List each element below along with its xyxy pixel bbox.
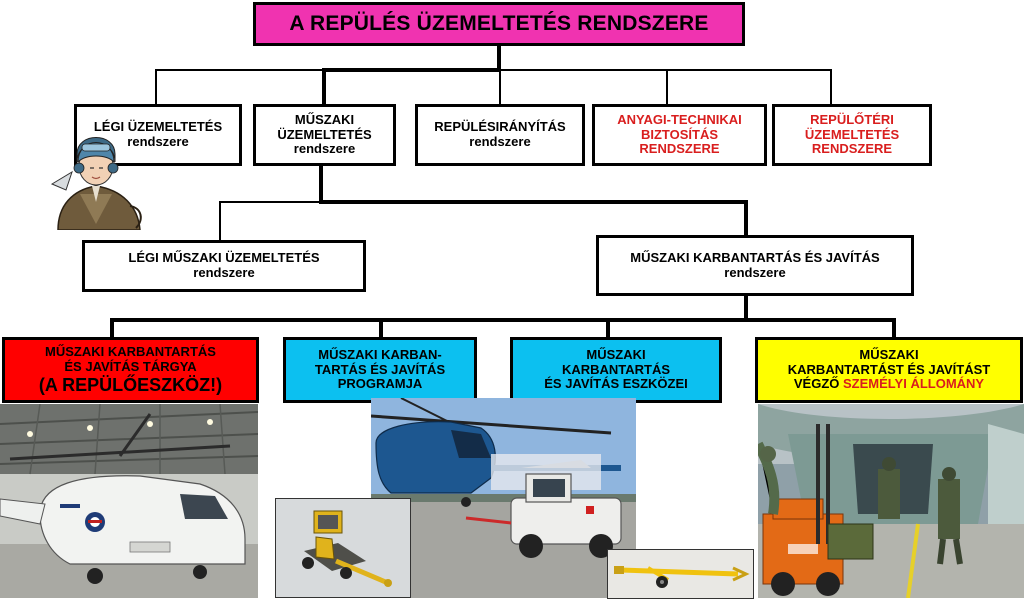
- connector: [499, 69, 501, 106]
- box-label-row: [794, 377, 984, 392]
- box-label-highlight: SZEMÉLYI ÁLLOMÁNY: [843, 376, 985, 392]
- connector: [319, 200, 748, 204]
- box-repulesiranyitas: [415, 104, 585, 166]
- box-label: MŰSZAKI KARBANTARTÁS: [45, 343, 216, 359]
- box-label: (A REPÜLŐESZKÖZ!): [38, 374, 223, 395]
- connector: [219, 201, 319, 203]
- title-text: A REPÜLÉS ÜZEMELTETÉS RENDSZERE: [289, 11, 709, 35]
- connector: [830, 69, 832, 106]
- box-label: ÜZEMELTETÉS: [804, 126, 900, 142]
- ground-power-unit-image: [275, 498, 411, 598]
- box-label: PROGRAMJA: [337, 376, 423, 392]
- box-label: MŰSZAKI: [859, 346, 919, 362]
- box-label: ANYAGI-TECHNIKAI: [617, 111, 742, 127]
- box-label: MŰSZAKI: [294, 111, 355, 127]
- forklift-loading-helicopter-image: [758, 404, 1024, 598]
- connector: [892, 318, 896, 338]
- box-label: RENDSZERE: [811, 141, 893, 157]
- box-muszaki-uzemeltetes: [253, 104, 396, 166]
- connector: [379, 318, 383, 338]
- box-label: ÜZEMELTETÉS: [277, 126, 372, 142]
- box-javitas-eszkozei: [510, 337, 722, 403]
- box-label: rendszere: [724, 264, 786, 280]
- navy-helicopter-hangar-image: [0, 404, 258, 598]
- box-label: MŰSZAKI KARBAN-: [318, 346, 442, 362]
- box-label: MŰSZAKI KARBANTARTÁS ÉS JAVÍTÁS: [630, 249, 880, 265]
- box-label: RENDSZERE: [639, 141, 720, 157]
- connector: [497, 46, 501, 69]
- box-label: BIZTOSÍTÁS: [640, 126, 719, 142]
- box-label: ÉS JAVÍTÁS TÁRGYA: [64, 358, 197, 374]
- tow-bar-image: [607, 549, 754, 599]
- connector: [219, 201, 221, 241]
- box-label: LÉGI ÜZEMELTETÉS: [93, 119, 223, 135]
- connector: [666, 69, 668, 106]
- box-repuloteri-uzemeltetes: [772, 104, 932, 166]
- box-label: KARBANTARTÁST ÉS JAVÍTÁST: [787, 361, 991, 377]
- box-label: MŰSZAKI: [586, 346, 646, 362]
- box-javitas-targya: [2, 337, 259, 403]
- box-label: rendszere: [127, 134, 189, 149]
- box-anyagi-technikai: [592, 104, 767, 166]
- connector: [744, 200, 748, 236]
- diagram-title: [253, 2, 745, 46]
- connector: [322, 68, 326, 106]
- connector: [110, 318, 896, 322]
- connector: [110, 318, 114, 338]
- box-label: rendszere: [193, 265, 255, 280]
- box-label: rendszere: [469, 134, 531, 149]
- box-label: VÉGZŐ: [793, 376, 840, 392]
- connector: [155, 69, 157, 106]
- box-label: LÉGI MŰSZAKI ÜZEMELTETÉS: [128, 250, 320, 266]
- box-label: KARBANTARTÁS: [561, 361, 671, 377]
- connector: [319, 166, 323, 202]
- connector: [322, 68, 501, 72]
- box-label: REPÜLÉSIRÁNYÍTÁS: [434, 119, 566, 135]
- connector: [606, 318, 610, 338]
- box-label: TARTÁS ÉS JAVÍTÁS: [314, 361, 446, 377]
- box-szemelyi-allomany: [755, 337, 1023, 403]
- connector: [744, 295, 748, 320]
- box-label: rendszere: [293, 141, 356, 157]
- box-legi-muszaki-uzemeltetes: [82, 240, 366, 292]
- box-javitas-programja: [283, 337, 477, 403]
- box-karbantartas-javitas: [596, 235, 914, 296]
- box-label: ÉS JAVÍTÁS ESZKÖZEI: [544, 376, 688, 392]
- pilot-clipart-image: [44, 124, 148, 230]
- box-label: REPÜLŐTÉRI: [810, 111, 894, 127]
